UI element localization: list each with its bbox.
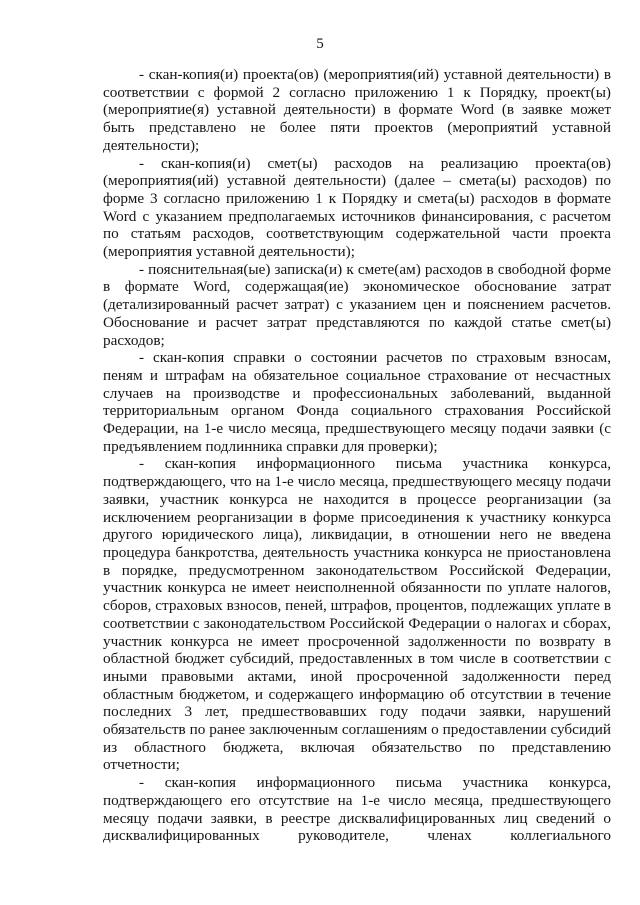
paragraph-information-letter: - скан-копия информационного письма участника конкурса, подтверждающего, что на 1-е число месяца, предшествующего месяцу подачи заявки, участник конкурса не находится в процессе реорганизации (за исключением реорганизации в форме присоединения к участнику конкурса другого юридического лица), ликвидации, в отношении него не введена процедура банкротства, деятельность участника конкурса не приостановлена в порядке, предусмотренном законодательством Российской Федерации, участник конкурса не имеет неисполненной обязанности по уплате налогов, сборов, страховых взносов, пеней, штрафов, процентов, подлежащих уплате в соответствии с законодательством Российской Федерации о налогах и сборах, участник конкурса не имеет просроченной задолженности по возврату в областной бюджет субсидий, предоставленных в том числе в соответствии с иными правовыми актами, иной просроченной задолженности перед областным бюджетом, и содержащего информацию об отсутствии в течение последних 3 лет, предшествовавших году подачи заявки, нарушений обязательств по ранее заключенным соглашениям о предоставлении субсидий из областного бюджета, включая обязательство по представлению отчетности;: [103, 455, 611, 774]
paragraph-insurance-certificate: - скан-копия справки о состоянии расчетов по страховым взносам, пеням и штрафам на обязательное социальное страхование от несчастных случаев на производстве и профессиональных заболеваний, выданной территориальным органом Фонда социального страхования Российской Федерации, на 1-е число месяца, предшествующего месяцу подачи заявки (с предъявлением подлинника справки для проверки);: [103, 349, 611, 455]
paragraph-explanatory-note: - пояснительная(ые) записка(и) к смете(ам) расходов в свободной форме в формате Word, содержащая(ие) экономическое обоснование затрат (детализированный расчет затрат) с указанием цен и пояснением расчетов. Обоснование и расчет затрат представляются по каждой статье смет(ы) расходов;: [103, 260, 611, 349]
document-body: [103, 66, 611, 845]
page-number: 5: [316, 36, 324, 52]
paragraph-estimate-scan: - скан-копия(и) смет(ы) расходов на реализацию проекта(ов) (мероприятия(ий) уставной деятельности) (далее – смета(ы) расходов) по форме 3 согласно приложению 1 к Порядку и смета(ы) расходов в формате Word с указанием предполагаемых источников финансирования, с расчетом по статьям расходов, соответствующим содержательной части проекта (мероприятия уставной деятельности);: [103, 154, 611, 261]
paragraph-project-scan: - скан-копия(и) проекта(ов) (мероприятия(ий) уставной деятельности) в соответствии с формой 2 согласно приложению 1 к Порядку, проект(ы) (мероприятие(я) уставной деятельности) в формате Word (в заявке может быть представлено не более пяти проектов (мероприятий уставной деятельности);: [103, 66, 611, 154]
paragraph-disqualification-letter: - скан-копия информационного письма участника конкурса, подтверждающего его отсутствие на 1-е число месяца, предшествующего месяцу подачи заявки, в реестре дисквалифицированных лиц сведений о дисквалифицированных руководителе, членах коллегиального: [103, 774, 611, 845]
